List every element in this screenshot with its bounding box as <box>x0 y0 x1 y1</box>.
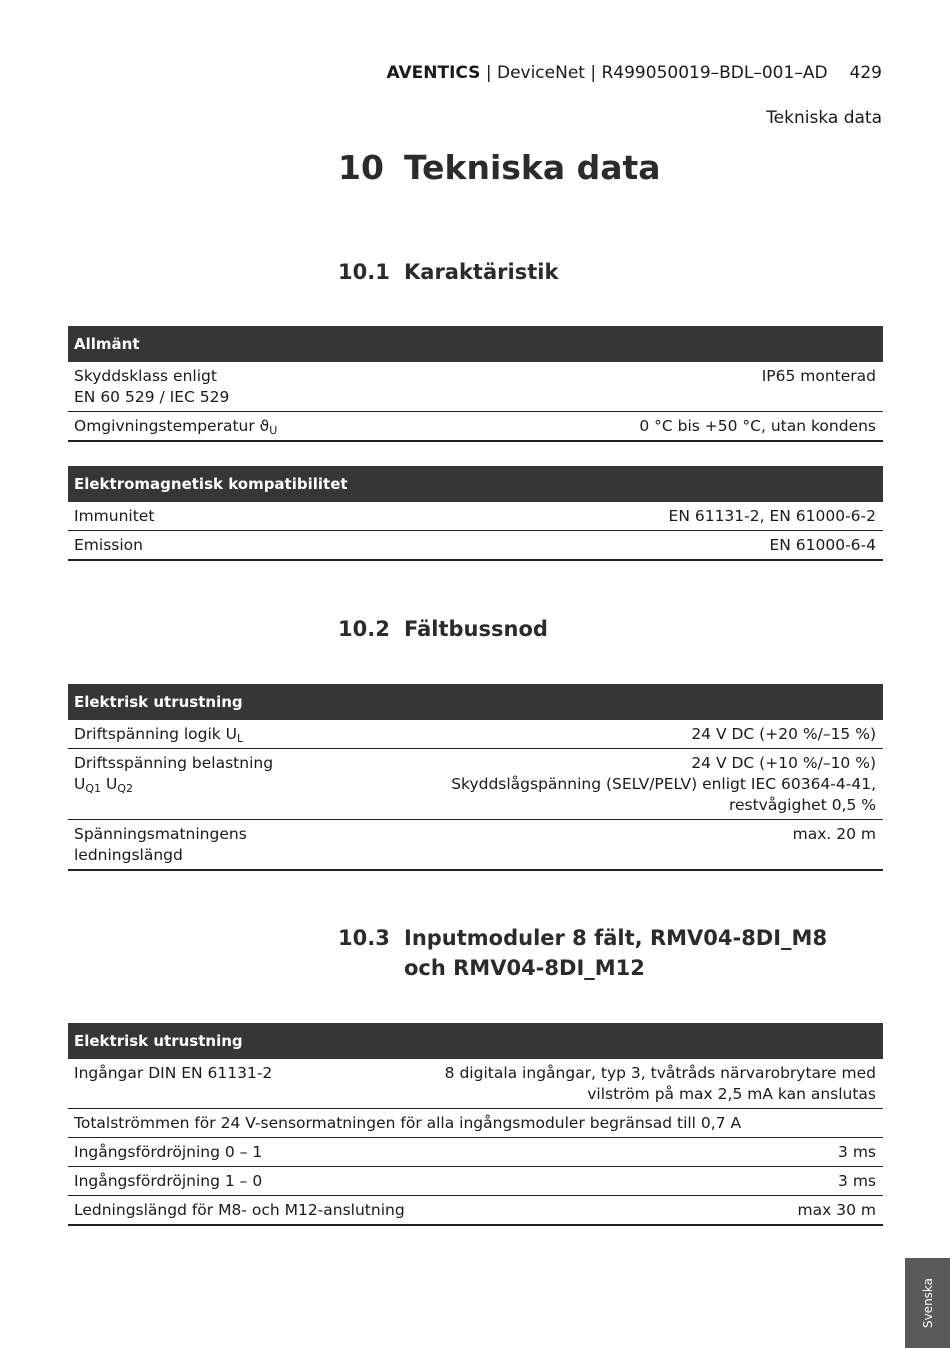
table-emc <box>68 466 883 561</box>
table-header: Allmänt <box>68 326 883 362</box>
row-label-line <box>74 774 273 795</box>
table-row <box>68 531 883 559</box>
table-row <box>68 1109 883 1138</box>
row-label-text: U <box>74 775 86 793</box>
table-row <box>68 1196 883 1224</box>
running-section-title: Tekniska data <box>766 108 882 128</box>
table-header: Elektrisk utrustning <box>68 684 883 720</box>
section-title: Fältbussnod <box>404 617 548 641</box>
row-value: 0 °C bis +50 °C, utan kondens <box>639 417 876 435</box>
row-value-line: 8 digitala ingångar, typ 3, tvåtråds närvarobrytare med <box>444 1064 876 1082</box>
row-label <box>74 416 277 437</box>
table-row <box>68 1167 883 1196</box>
row-label-subscript: Q1 <box>85 782 102 795</box>
row-value <box>445 1063 876 1105</box>
brand-name: AVENTICS <box>386 63 481 83</box>
row-value: max 30 m <box>797 1201 876 1219</box>
table-row <box>68 362 883 412</box>
row-label-subscript: U <box>269 424 278 437</box>
table-header: Elektrisk utrustning <box>68 1023 883 1059</box>
row-label-subscript: Q2 <box>117 782 133 795</box>
page-number: 429 <box>849 63 882 83</box>
table-node <box>68 684 883 871</box>
table-row <box>68 1138 883 1167</box>
chapter-number: 10 <box>338 148 384 187</box>
row-label: Immunitet <box>74 507 155 525</box>
row-label-text: U <box>101 775 118 793</box>
row-value: max. 20 m <box>792 825 876 843</box>
row-label-line: ledningslängd <box>74 846 183 864</box>
row-label: Ingångar DIN EN 61131-2 <box>74 1064 273 1082</box>
table-row <box>68 412 883 440</box>
row-label <box>74 824 247 866</box>
table-row <box>68 502 883 531</box>
language-tab <box>905 1258 950 1348</box>
language-tab-label: Svenska <box>920 1277 935 1329</box>
row-label: Ingångsfördröjning 0 – 1 <box>74 1143 263 1161</box>
section-heading-2 <box>338 614 874 644</box>
document-id: | DeviceNet | R499050019–BDL–001–AD <box>480 63 828 83</box>
row-label: Emission <box>74 536 143 554</box>
row-label-subscript: L <box>237 732 244 745</box>
row-label-text: Driftspänning logik U <box>74 725 238 743</box>
row-value-line: restvågighet 0,5 % <box>728 796 876 814</box>
section-title: Karaktäristik <box>404 260 559 284</box>
section-number: 10.2 <box>338 617 390 641</box>
table-header: Elektromagnetisk kompatibilitet <box>68 466 883 502</box>
row-value <box>451 753 876 816</box>
row-value-line: 24 V DC (+10 %/–10 %) <box>691 754 876 772</box>
section-title: Inputmoduler 8 fält, RMV04-8DI_M8 och RMV04-8DI_M12 <box>404 926 828 980</box>
row-value: 3 ms <box>838 1172 876 1190</box>
chapter-heading <box>338 148 661 187</box>
section-heading-3 <box>338 923 874 983</box>
row-value: 24 V DC (+20 %/–15 %) <box>691 725 876 743</box>
row-label <box>74 724 243 745</box>
row-value: EN 61131-2, EN 61000-6-2 <box>668 507 876 525</box>
row-label-line: Spänningsmatningens <box>74 825 247 843</box>
row-note: Totalströmmen för 24 V-sensormatningen för alla ingångsmoduler begränsad till 0,7 A <box>74 1114 742 1132</box>
section-number: 10.1 <box>338 260 390 284</box>
row-label: Ingångsfördröjning 1 – 0 <box>74 1172 263 1190</box>
chapter-title: Tekniska data <box>404 148 661 187</box>
table-row <box>68 720 883 749</box>
running-header <box>386 63 882 83</box>
row-label-line: Skyddsklass enligt <box>74 367 217 385</box>
table-row <box>68 820 883 869</box>
row-label-line: EN 60 529 / IEC 529 <box>74 388 230 406</box>
table-row <box>68 749 883 820</box>
table-general <box>68 326 883 442</box>
row-label-line: Driftsspänning belastning <box>74 754 274 772</box>
row-label-text: Omgivningstemperatur ϑ <box>74 417 270 435</box>
row-value: EN 61000-6-4 <box>769 536 876 554</box>
row-value: 3 ms <box>838 1143 876 1161</box>
table-input-modules <box>68 1023 883 1226</box>
row-value-line: vilström på max 2,5 mA kan anslutas <box>587 1085 876 1103</box>
row-value-line: Skyddslågspänning (SELV/PELV) enligt IEC 60364-4-41, <box>451 775 876 793</box>
section-number: 10.3 <box>338 926 390 950</box>
row-label <box>74 753 273 816</box>
section-heading-1 <box>338 257 874 287</box>
table-row <box>68 1059 883 1109</box>
row-label <box>74 366 229 408</box>
row-label: Ledningslängd för M8- och M12-anslutning <box>74 1201 405 1219</box>
row-value: IP65 monterad <box>761 367 876 385</box>
